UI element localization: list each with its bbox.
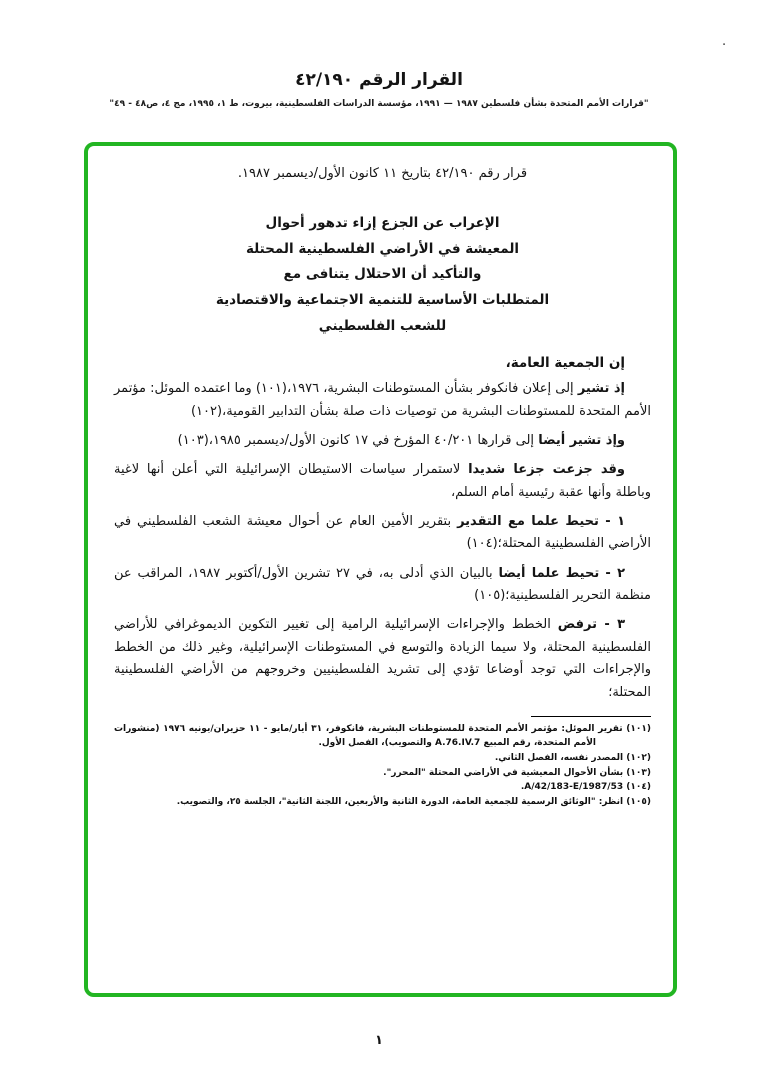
footnote	[114, 795, 651, 810]
operative-paragraph-1	[114, 511, 651, 556]
paragraph-lead: وإذ تشير أيضا	[538, 432, 625, 448]
footnote	[114, 751, 651, 766]
paragraph-text: الخطط والإجراءات الإسرائيلية الرامية إلى تغيير التكوين الديموغرافي للأراضي الفلسطينية المحتلة، ولا سيما الزيادة والتوسع في المستوطنات الإسرائيلية، وغير ذلك من الخطط والإجراءات التي توجد أوضاعا تؤدي إلى تشريد الفلسطينيين وخروجهم من الأراضي الفلسطينية المحتلة؛	[114, 617, 651, 700]
operative-paragraph-3	[114, 614, 651, 703]
footnote-text: انظر: "الوثائق الرسمية للجمعية العامة، الدورة الثانية والأربعين، اللجنة الثانية"، الجلسة ٢٥، والتصويب.	[176, 796, 624, 807]
footnote-text: بشأن الأحوال المعيشية في الأراضي المحتلة "المحرر".	[383, 767, 624, 778]
preamble-paragraph	[114, 378, 651, 423]
content-frame	[84, 142, 677, 997]
footnote	[114, 766, 651, 781]
page-number: ١	[375, 1033, 383, 1048]
footnote-text: تقرير الموئل: مؤتمر الأمم المتحدة للمستوطنات البشرية، فانكوفر، ٣١ أيار/مايو - ١١ حزيران/يونيه ١٩٧٦ (منشورات الأمم المتحدة، رقم المبيع A.76.IV.7 والتصويب)، الفصل الأول.	[114, 723, 623, 749]
footnote-marker: (١٠٥)	[626, 796, 651, 807]
paragraph-text: إلى إعلان فانكوفر بشأن المستوطنات البشرية، ١٩٧٦،(١٠١) وما اعتمده الموئل: مؤتمر الأمم المتحدة للمستوطنات البشرية من توصيات ذات صلة بشأن التدابير القومية،(١٠٢)	[114, 381, 651, 419]
salutation-line: إن الجمعية العامة،	[505, 355, 625, 372]
resolution-heading	[114, 211, 651, 339]
operative-paragraph-2	[114, 563, 651, 608]
paragraph-lead: إذ تشير	[577, 381, 625, 397]
paragraph-lead: ٣ - ترفض	[557, 617, 625, 633]
source-citation: "قرارات الأمم المتحدة بشأن فلسطين ١٩٨٧ — ١٩٩١، مؤسسة الدراسات الفلسطينية، بيروت، ط ١، ١٩٩٥، مج ٤، ص٤٨ - ٤٩"	[109, 99, 649, 109]
footnotes-section	[114, 722, 651, 819]
document-title: القرار الرقم ٤٢/١٩٠	[295, 70, 463, 90]
paragraph-lead: وقد جزعت جزعا شديدا	[468, 462, 625, 478]
resolution-heading-line: الإعراب عن الجزع إزاء تدهور أحوال	[265, 215, 500, 231]
resolution-heading-line: والتأكيد أن الاحتلال يتنافى مع	[283, 266, 482, 283]
footnote	[114, 780, 651, 795]
footnote-marker: (١٠٤)	[626, 782, 651, 793]
footnote-marker: (١٠٢)	[626, 753, 651, 764]
preamble-paragraph	[114, 430, 651, 452]
paragraph-lead: ٢ - تحيط علما أيضا	[498, 565, 625, 581]
paragraph-text: بالبيان الذي أدلى به، في ٢٧ تشرين الأول/أكتوبر ١٩٨٧، المراقب عن منظمة التحرير الفلسطينية؛(١٠٥)	[114, 565, 651, 604]
footnote-marker: (١٠٣)	[626, 767, 651, 778]
paragraph-text: لاستمرار سياسات الاستيطان الإسرائيلية التي أعلن أنها لاغية وباطلة وأنها عقبة رئيسية أمام السلم،	[114, 462, 651, 500]
footnote	[114, 722, 651, 751]
resolution-heading-line: المتطلبات الأساسية للتنمية الاجتماعية والاقتصادية	[215, 291, 550, 308]
preamble-paragraph	[114, 459, 651, 504]
resolution-date-line: قرار رقم ٤٢/١٩٠ بتاريخ ١١ كانون الأول/ديسمبر ١٩٨٧.	[237, 166, 528, 181]
footnote-marker: (١٠١)	[626, 723, 651, 734]
footnote-text: A/42/183-E/1987/53.	[520, 782, 624, 793]
stray-mark: .	[722, 34, 727, 49]
resolution-heading-line: للشعب الفلسطيني	[318, 317, 447, 334]
resolution-heading-line: المعيشة في الأراضي الفلسطينية المحتلة	[245, 240, 520, 257]
paragraph-text: بتقرير الأمين العام عن أحوال معيشة الشعب الفلسطيني في الأراضي الفلسطينية المحتلة؛(١٠٤)	[114, 514, 651, 552]
footnote-text: المصدر نفسه، الفصل الثاني.	[494, 753, 624, 764]
paragraph-lead: ١ - تحيط علما مع التقدير	[457, 514, 625, 529]
footnote-divider	[531, 716, 651, 717]
paragraph-text: إلى قرارها ٤٠/٢٠١ المؤرخ في ١٧ كانون الأول/ديسمبر ١٩٨٥،(١٠٣)	[177, 432, 535, 448]
